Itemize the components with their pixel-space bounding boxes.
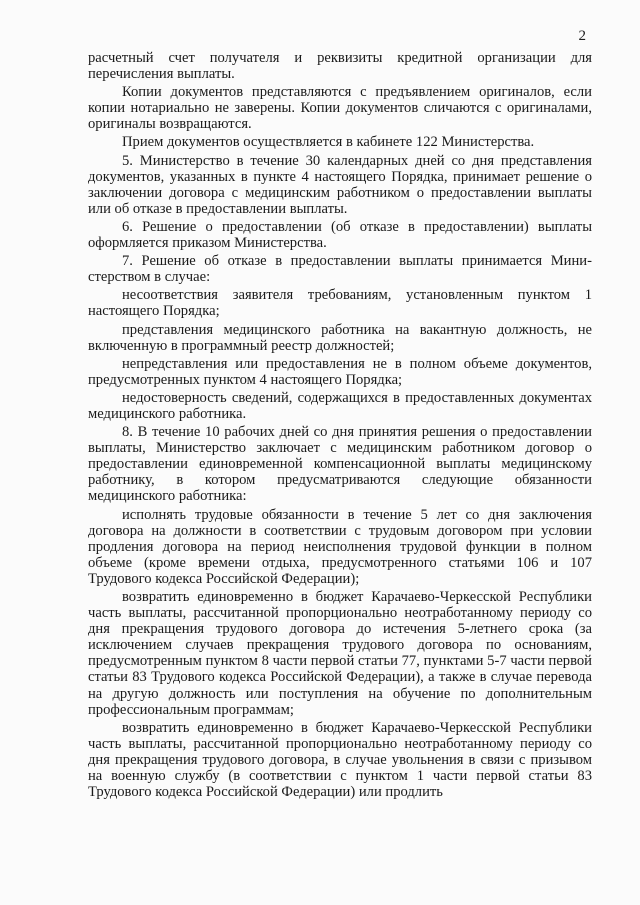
refusal-reason-1: несоответствия заявителя требованиям, установленным пунктом 1 настоящего Порядка; (88, 287, 592, 320)
page-number: 2 (578, 28, 586, 44)
paragraph-reception-office: Прием документов осуществляется в кабинете 122 Министерства. (122, 134, 535, 151)
obligation-3: возвратить единовременно в бюджет Карачаево-Черкесской Республики часть выплаты, рассчитанной пропорционально неотработанному периоду со дня прекращения трудового договора, в случае увольнения в связи с призывом на военную службу (в соответствии с пунктом 1 части первой статьи 83 Трудового кодекса Российской Федерации) или продлить (88, 719, 592, 801)
paragraph-item-5: 5. Министерство в течение 30 календарных дней со дня представления документов, указанных в пункте 4 настоящего Порядка, принимает решение о заключении договора с медицинским работником о предоставлении выплаты или об отказе в предоставлении выплаты. (88, 152, 592, 217)
refusal-reason-4: недостоверность сведений, содержащихся в предоставленных документах медицинского работника. (88, 389, 592, 422)
obligation-2: возвратить единовременно в бюджет Карачаево-Черкесской Республики часть выплаты, рассчитанной пропорционально неотработанному периоду со дня прекращения трудового договора до истечения 5-летнего срока (за исключением случаев прекращения трудового договора по основаниям, предусмотренным пунктом 8 части первой статьи 77, пунктами 5-7 части первой статьи 83 Трудового кодекса Российской Федерации), а также в случае перевода на другую должность или поступления на обучение по дополнительным профессиональным программам; (88, 589, 592, 718)
paragraph-item-7: 7. Решение об отказе в предоставлении выплаты принимается Министерством в случае: (88, 253, 592, 286)
refusal-reason-2: представления медицинского работника на вакантную должность, не включенную в программный реестр должностей; (88, 321, 592, 354)
document-body (88, 50, 592, 802)
paragraph-document-copies: Копии документов представляются с предъявлением оригиналов, если копии нотариально не заверены. Копии документов сличаются с оригиналами, оригиналы возвращаются. (88, 84, 592, 133)
refusal-reason-3: непредставления или предоставления не в полном объеме документов, предусмотренных пунктом 4 настоящего Порядка; (88, 355, 592, 388)
obligation-1: исполнять трудовые обязанности в течение 5 лет со дня заключения договора на должности в соответствии с трудовым договором при условии продления договора на период неисполнения трудовой функции в полном объеме (кроме времени отдыха, предусмотренного статьями 106 и 107 Трудового кодекса Российской Федерации); (88, 506, 592, 587)
paragraph-item-8: 8. В течение 10 рабочих дней со дня принятия решения о предоставлении выплаты, Министерство заключает с медицинским работником договор о предоставлении единовременной компенсационной выплаты медицинскому работнику, в котором предусматриваются следующие обязанности медицинского работника: (88, 424, 592, 505)
paragraph-item-6: 6. Решение о предоставлении (об отказе в предоставлении) выплаты оформляется приказом Министерства. (88, 218, 592, 252)
paragraph-continuation: расчетный счет получателя и реквизиты кредитной организации для перечисления выплаты. (88, 50, 592, 83)
